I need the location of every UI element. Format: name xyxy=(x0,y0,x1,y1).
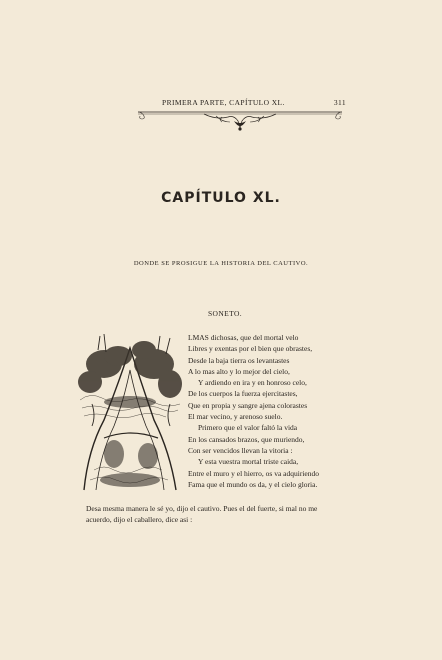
prose-line: Desa mesma manera le sé yo, dijo el cautivo. Pues el del fuerte, si mal no me xyxy=(86,504,318,513)
running-title: PRIMERA PARTE, CAPÍTULO XL. xyxy=(162,98,285,107)
sonnet-line: Fama que el mundo os da, y el cielo gloria. xyxy=(188,479,318,489)
sonnet-line: Entre el muro y el hierro, os va adquiriendo xyxy=(188,468,320,478)
sonnet-line: De los cuerpos la fuerza ejercitastes, xyxy=(188,389,298,399)
sonnet-line: Con ser vencidos llevan la vitoria : xyxy=(188,445,293,455)
page-number: 311 xyxy=(333,98,346,107)
sonnet-line: Y esta vuestra mortal triste caida, xyxy=(198,457,299,467)
sonnet-heading: SONETO. xyxy=(207,309,243,318)
sonnet-line: Libres y exentas por el bien que obrastes, xyxy=(188,344,313,354)
prose-paragraph xyxy=(86,503,386,526)
sonnet-text xyxy=(188,332,388,490)
sonnet-line: Que en propia y sangre ajena colorastes xyxy=(188,400,308,410)
sonnet-line: El mar vecino, y arenoso suelo. xyxy=(188,412,283,422)
chapter-subtitle: DONDE SE PROSIGUE LA HISTORIA DEL CAUTIVO. xyxy=(133,260,309,267)
sonnet-line: Primero que el valor faltó la vida xyxy=(198,423,298,433)
prose-line: acuerdo, dijo el caballero, dice asi : xyxy=(86,515,193,525)
illuminated-letter-A-landscape-icon xyxy=(74,330,186,498)
sonnet-line: A lo mas alto y lo mejor del cielo, xyxy=(188,366,290,376)
sonnet-line: Y ardiendo en ira y en honroso celo, xyxy=(198,378,307,388)
sonnet-line: LMAS dichosas, que del mortal velo xyxy=(188,333,299,342)
sonnet-line: Desde la baja tierra os levantastes xyxy=(188,355,290,365)
sonnet-line: En los cansados brazos, que muriendo, xyxy=(188,434,305,444)
chapter-title: CAPÍTULO XL. xyxy=(161,190,281,206)
scroll-rule-ornament-icon xyxy=(134,109,346,135)
